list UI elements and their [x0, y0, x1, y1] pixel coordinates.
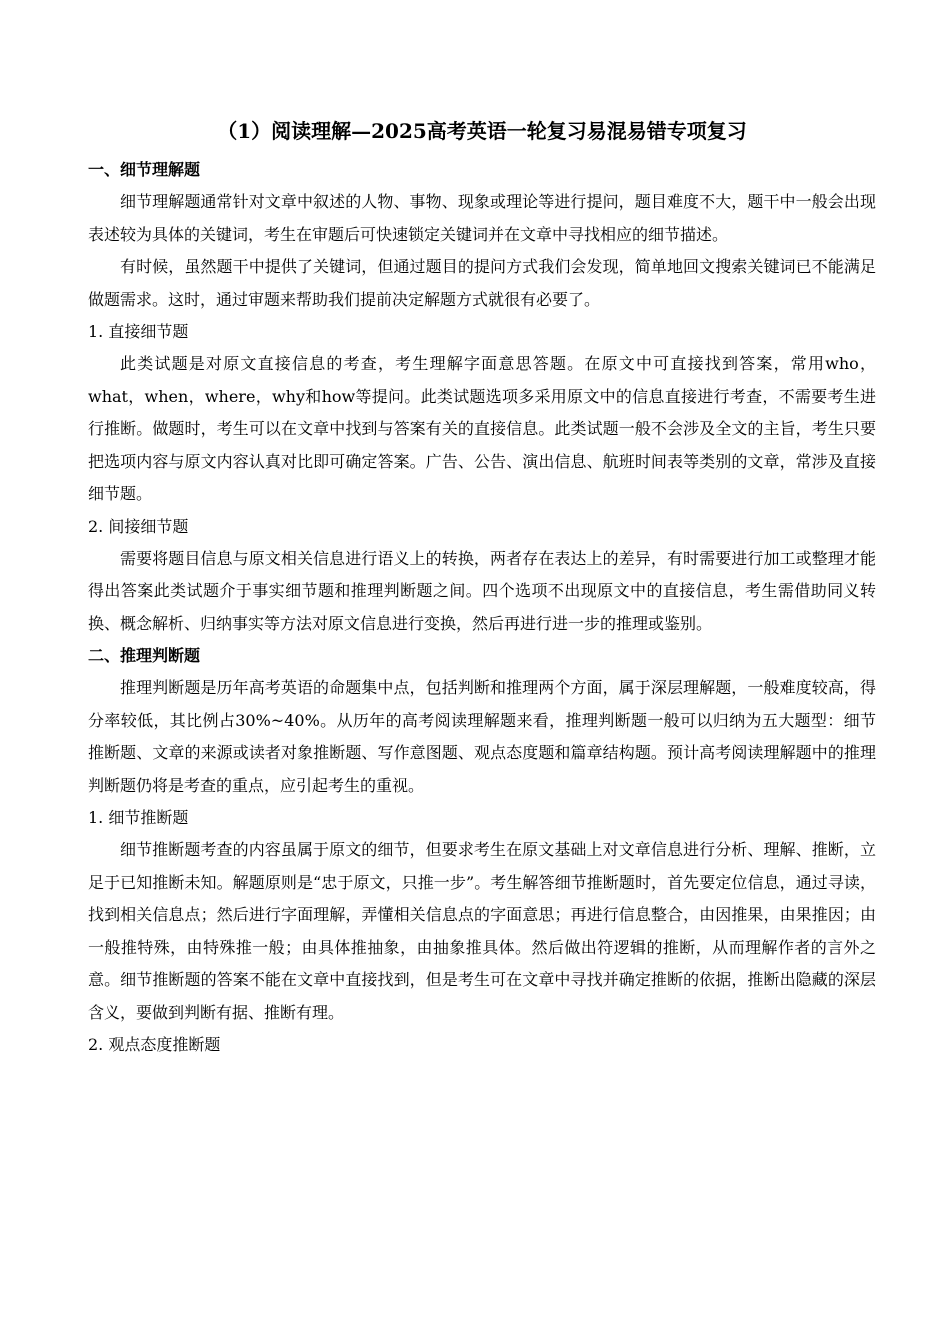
paragraph: 此类试题是对原文直接信息的考查，考生理解字面意思答题。在原文中可直接找到答案，常用who，what，when，where，why和how等提问。此类试题选项多采用原文中的信息直接进行考查，不需要考生进行推断。做题时，考生可以在文章中找到与答案有关的直接信息。此类试题一般不会涉及全文的主旨，考生只要把选项内容与原文内容认真对比即可确定答案。广告、公告、演出信息、航班时间表等类别的文章，常涉及直接细节题。	[88, 354, 876, 503]
subsection-heading-direct-detail: 1. 直接细节题	[88, 322, 189, 341]
section-heading-detail: 一、细节理解题	[88, 160, 201, 179]
subsection-heading-attitude-inference: 2. 观点态度推断题	[88, 1035, 221, 1054]
document-page	[88, 114, 876, 1061]
paragraph: 有时候，虽然题干中提供了关键词，但通过题目的提问方式我们会发现，简单地回文搜索关键词已不能满足做题需求。这时，通过审题来帮助我们提前决定解题方式就很有必要了。	[88, 257, 876, 309]
paragraph: 细节推断题考查的内容虽属于原文的细节，但要求考生在原文基础上对文章信息进行分析、理解、推断，立足于已知推断未知。解题原则是“忠于原文，只推一步”。考生解答细节推断题时，首先要定位信息，通过寻读，找到相关信息点；然后进行字面理解，弄懂相关信息点的字面意思；再进行信息整合，由因推果，由果推因；由一般推特殊，由特殊推一般；由具体推抽象，由抽象推具体。然后做出符逻辑的推断，从而理解作者的言外之意。细节推断题的答案不能在文章中直接找到，但是考生可在文章中寻找并确定推断的依据，推断出隐藏的深层含义，要做到判断有据、推断有理。	[88, 840, 876, 1022]
document-title: （1）阅读理解—2025高考英语一轮复习易混易错专项复习	[217, 119, 747, 143]
subsection-heading-detail-inference: 1. 细节推断题	[88, 808, 189, 827]
paragraph: 需要将题目信息与原文相关信息进行语义上的转换，两者存在表达上的差异，有时需要进行加工或整理才能得出答案此类试题介于事实细节题和推理判断题之间。四个选项不出现原文中的直接信息，考生需借助同义转换、概念解析、归纳事实等方法对原文信息进行变换，然后再进行进一步的推理或鉴别。	[88, 548, 876, 633]
section-heading-inference: 二、推理判断题	[88, 646, 201, 665]
paragraph: 推理判断题是历年高考英语的命题集中点，包括判断和推理两个方面，属于深层理解题，一般难度较高，得分率较低，其比例占30%~40%。从历年的高考阅读理解题来看，推理判断题一般可以归纳为五大题型：细节推断题、文章的来源或读者对象推断题、写作意图题、观点态度题和篇章结构题。预计高考阅读理解题中的推理判断题仍将是考查的重点，应引起考生的重视。	[88, 678, 876, 795]
paragraph: 细节理解题通常针对文章中叙述的人物、事物、现象或理论等进行提问，题目难度不大，题干中一般会出现表述较为具体的关键词，考生在审题后可快速锁定关键词并在文章中寻找相应的细节描述。	[88, 192, 876, 244]
subsection-heading-indirect-detail: 2. 间接细节题	[88, 516, 189, 536]
